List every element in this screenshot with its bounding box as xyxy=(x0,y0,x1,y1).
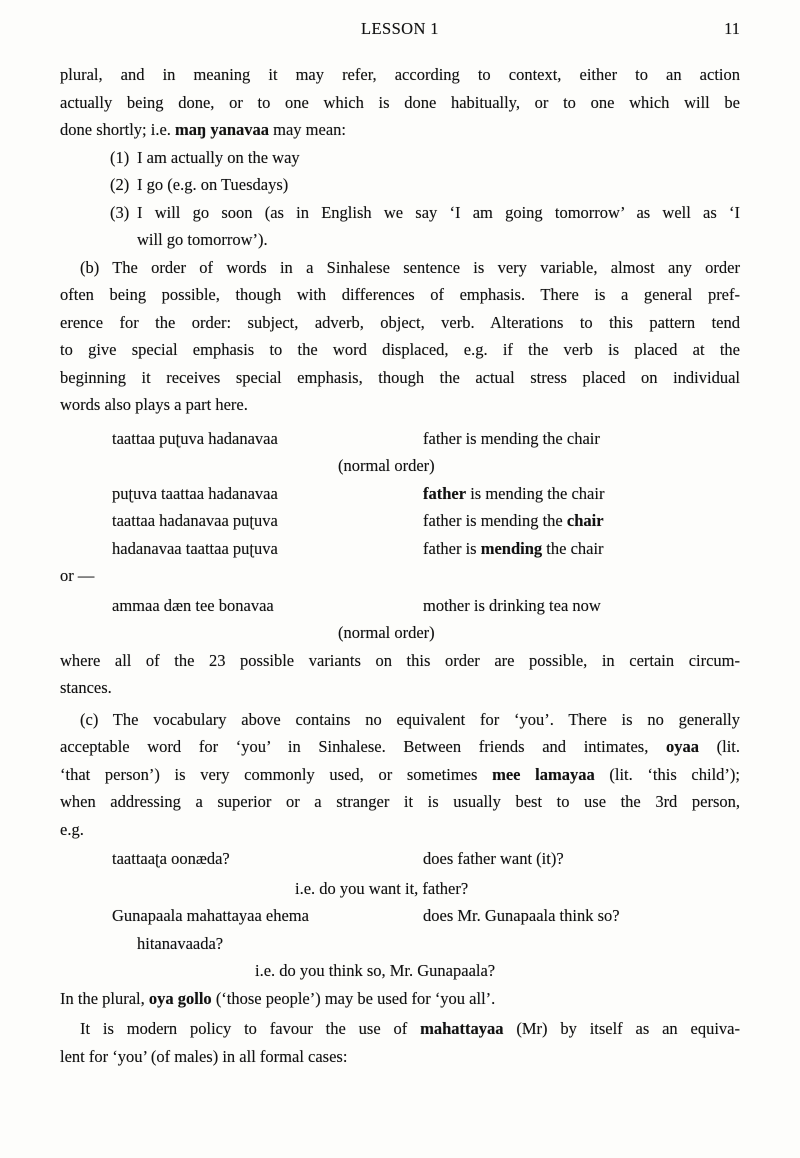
example-row xyxy=(60,480,740,508)
list-item-text xyxy=(137,144,740,172)
text-line: plural, and in meaning it may refer, according to context, either to an action xyxy=(60,65,740,84)
paragraph-final xyxy=(60,1015,740,1070)
text-line: often being possible, though with differences of emphasis. There is a general pref- xyxy=(60,285,740,304)
sinhala-text: hadanavaa taattaa puʈuva xyxy=(112,538,278,558)
gloss-line: i.e. do you want it, father? xyxy=(295,878,469,898)
text-line: done shortly; i.e. maŋ yanavaa may mean: xyxy=(60,120,346,139)
gloss-line: i.e. do you think so, Mr. Gunapaala? xyxy=(255,961,496,980)
normal-order-note: (normal order) xyxy=(338,456,435,475)
text-line: stances. xyxy=(60,678,112,697)
sinhala-text: taattaa puʈuva hadanavaa xyxy=(112,428,278,448)
list-marker: (3) xyxy=(110,202,130,222)
sinhala-text: taattaaʈa oonæda? xyxy=(112,849,230,868)
sinhala-text: Gunapaala mahattayaa ehema xyxy=(112,906,309,925)
text-line: ‘that person’) is very commonly used, or sometimes mee lamayaa (lit. ‘this child’); xyxy=(60,764,740,784)
sinhala-text: taattaa hadanavaa puʈuva xyxy=(112,511,278,530)
example-row xyxy=(60,902,740,930)
text-line: will go tomorrow’). xyxy=(137,230,268,249)
text-line: words also plays a part here. xyxy=(60,395,248,414)
example-row xyxy=(60,535,740,563)
text-line: beginning it receives special emphasis, though the actual stress placed on individual xyxy=(60,367,740,387)
list-item-text xyxy=(137,171,740,199)
list-item-text xyxy=(137,199,740,254)
normal-order-note: (normal order) xyxy=(338,623,435,642)
text-line: In the plural, oya gollo (‘those people’) may be used for ‘you all’. xyxy=(60,988,496,1008)
text-line: (c) The vocabulary above contains no equivalent for ‘you’. There is no generally xyxy=(80,709,740,729)
list-item xyxy=(60,199,740,254)
paragraph-plural xyxy=(60,985,740,1013)
text-line: actually being done, or to one which is done habitually, or to one which will be xyxy=(60,92,740,112)
paragraph-intro xyxy=(60,61,740,144)
page-header xyxy=(60,0,740,38)
english-translation: mother is drinking tea now xyxy=(423,595,601,615)
text-line: to give special emphasis to the word displaced, e.g. if the verb is placed at the xyxy=(60,340,740,359)
sinhala-text: puʈuva taattaa hadanavaa xyxy=(112,483,278,503)
sinhala-text: ammaa dæn tee bonavaa xyxy=(112,595,274,615)
paragraph-where xyxy=(60,647,740,702)
lesson-title: LESSON 1 xyxy=(361,19,439,38)
list-marker: (2) xyxy=(110,175,130,194)
text-line: I am actually on the way xyxy=(137,147,300,167)
example-row xyxy=(60,507,740,535)
text-line: I go (e.g. on Tuesdays) xyxy=(137,175,289,194)
text-line: erence for the order: subject, adverb, object, verb. Alterations to this pattern tend xyxy=(60,312,740,332)
example-row xyxy=(60,845,740,873)
list-item xyxy=(60,144,740,172)
english-translation: does father want (it)? xyxy=(423,849,564,868)
list-item xyxy=(60,171,740,199)
example-row xyxy=(60,592,740,620)
text-line: It is modern policy to favour the use of mahattayaa (Mr) by itself as an equiva- xyxy=(80,1019,740,1038)
english-translation: does Mr. Gunapaala think so? xyxy=(423,906,620,925)
sinhala-text-continuation: hitanavaada? xyxy=(137,933,224,953)
paragraph-c xyxy=(60,706,740,844)
paragraph-b xyxy=(60,254,740,419)
text-line: where all of the 23 possible variants on this order are possible, in certain circum- xyxy=(60,650,740,670)
meaning-list xyxy=(60,144,740,254)
text-line: e.g. xyxy=(60,819,84,839)
text-line: (b) The order of words in a Sinhalese sentence is very variable, almost any order xyxy=(80,257,740,277)
english-translation: father is mending the chair xyxy=(423,511,604,530)
english-translation: father is mending the chair xyxy=(423,483,605,503)
english-translation: father is mending the chair xyxy=(423,428,600,448)
word-order-examples xyxy=(60,425,740,647)
you-examples xyxy=(60,845,740,985)
text-line: acceptable word for ‘you’ in Sinhalese. Between friends and intimates, oyaa (lit. xyxy=(60,737,741,756)
text-line: lent for ‘you’ (of males) in all formal cases: xyxy=(60,1046,348,1066)
or-label: or — xyxy=(60,566,95,585)
text-line: I will go soon (as in English we say ‘I am going tomorrow’ as well as ‘I xyxy=(137,202,740,222)
list-marker: (1) xyxy=(110,147,130,167)
page-number: 11 xyxy=(724,19,740,38)
text-line: when addressing a superior or a stranger it is usually best to use the 3rd person, xyxy=(60,792,740,811)
example-row xyxy=(60,425,740,453)
english-translation: father is mending the chair xyxy=(423,538,604,558)
